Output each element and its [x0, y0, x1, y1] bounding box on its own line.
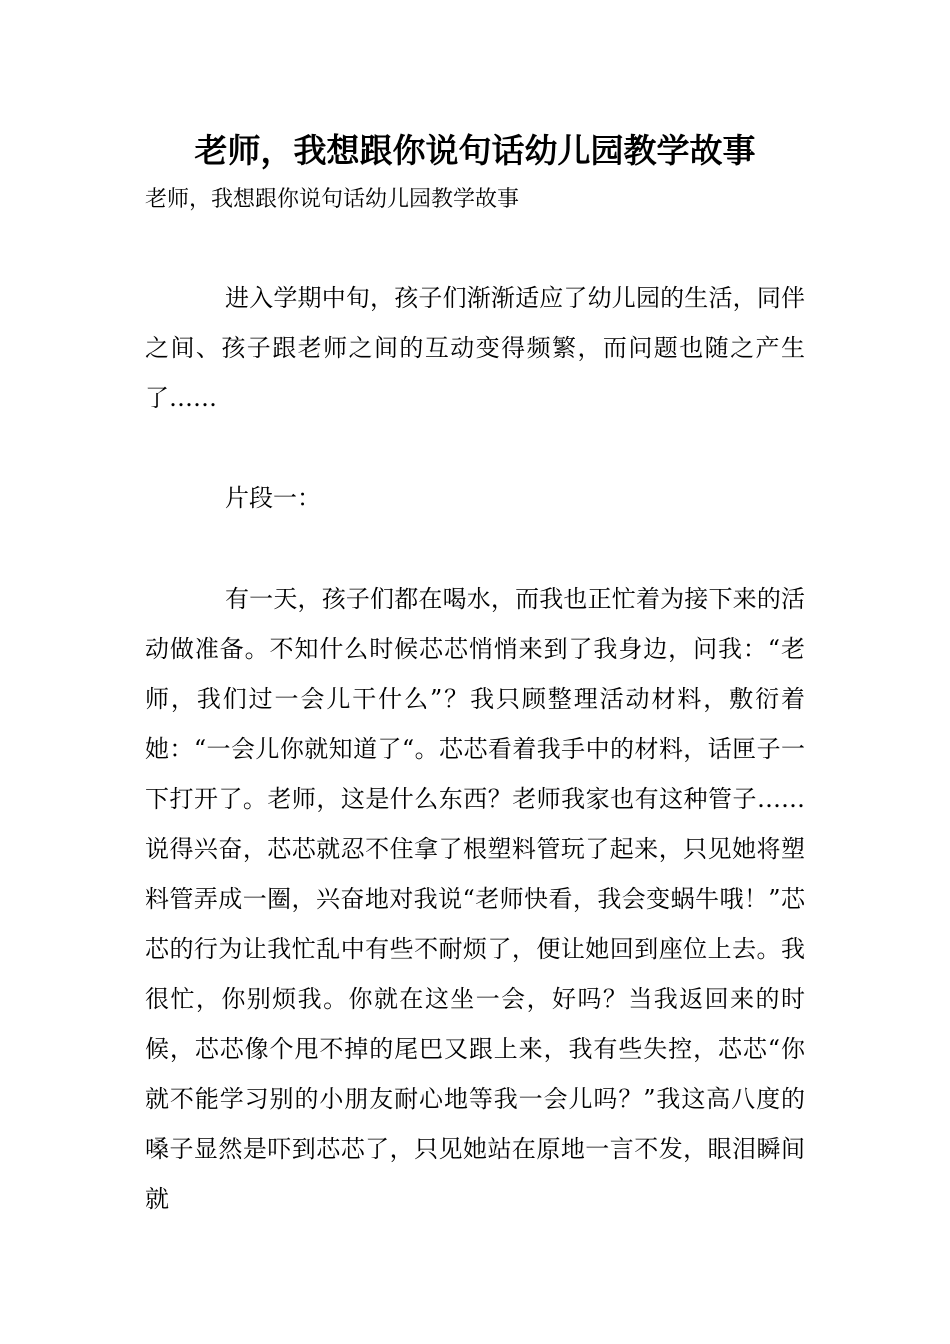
paragraph-story: 有一天，孩子们都在喝水，而我也正忙着为接下来的活动做准备。不知什么时候芯芯悄悄来到了我身边，问我：“老师，我们过一会儿干什么”？我只顾整理活动材料，敷衍着她：“一会儿你就知道了“。芯芯看着我手中的材料，话匣子一下打开了。老师，这是什么东西？老师我家也有这种管子……说得兴奋，芯芯就忍不住拿了根塑料管玩了起来，只见她将塑料管弄成一圈，兴奋地对我说“老师快看，我会变蜗牛哦！”芯芯的行为让我忙乱中有些不耐烦了，便让她回到座位上去。我很忙，你别烦我。你就在这坐一会，好吗？当我返回来的时候，芯芯像个甩不掉的尾巴又跟上来，我有些失控，芯芯“你就不能学习别的小朋友耐心地等我一会儿吗？”我这高八度的嗓子显然是吓到芯芯了，只见她站在原地一言不发，眼泪瞬间就: [145, 585, 805, 1213]
section-heading: 片段一：: [225, 484, 321, 512]
document-title: 老师，我想跟你说句话幼儿园教学故事: [194, 131, 756, 170]
paragraph-intro: 进入学期中旬，孩子们渐渐适应了幼儿园的生活，同伴之间、孩子跟老师之间的互动变得频繁，而问题也随之产生了……: [145, 284, 805, 412]
document-subtitle: 老师，我想跟你说句话幼儿园教学故事: [145, 187, 520, 212]
